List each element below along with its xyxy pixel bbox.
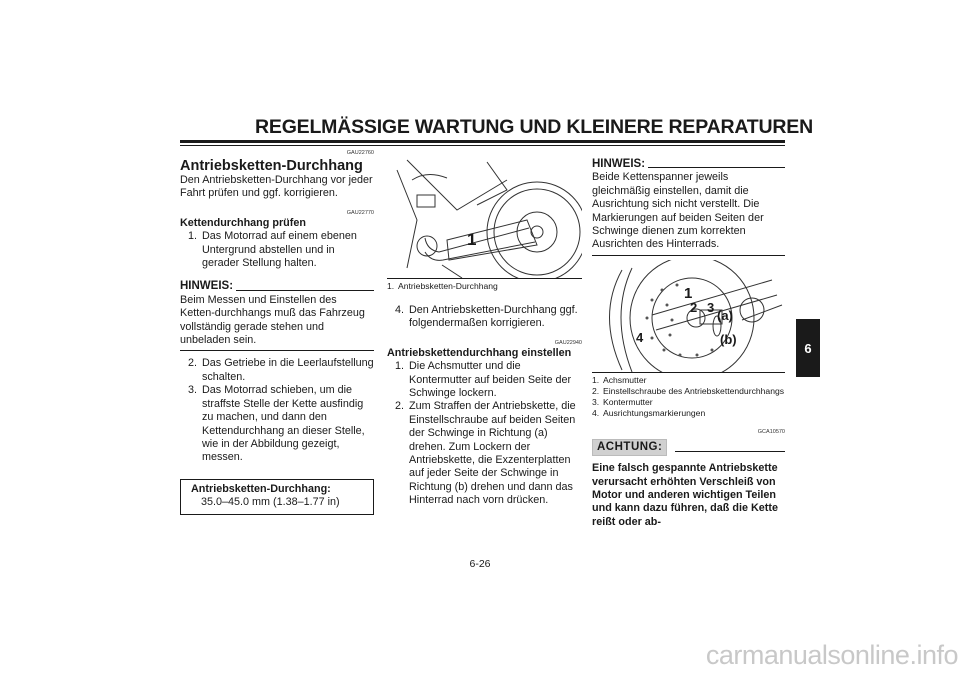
list-item: 1. Das Motorrad auf einem ebenen Untergrund abstellen und in gerader Stellung halten. [187, 230, 357, 270]
figure-chain-slack [387, 150, 582, 279]
column-left [180, 150, 374, 515]
figure-label-3: 3 [707, 299, 715, 315]
subsection-heading: Antriebskettendurchhang einstellen [387, 346, 572, 359]
page-title: REGELMÄSSIGE WARTUNG UND KLEINERE REPARATUREN [255, 116, 813, 138]
figure-label-1: 1 [684, 284, 693, 302]
note-text: Beide Kettenspanner jeweils gleichmäßig einstellen, damit die Ausrichtung sich nicht verstellt. Die Markierungen auf beiden Seiten der Schwinge dienen zum korrekten Ausrichten des Hinterrads. [592, 171, 764, 251]
watermark: carmanualsonline.info [705, 640, 958, 670]
chapter-tab[interactable]: 6 [796, 319, 820, 377]
caption-item: 1. Achsmutter [592, 374, 647, 385]
subsection-heading: Kettendurchhang prüfen [180, 216, 306, 229]
note-end-rule [592, 255, 785, 256]
note-rule [236, 290, 374, 291]
note-text: Beim Messen und Einstellen des Ketten-durchhangs muß das Fahrzeug vollständig gerade stehen und unbeladen sein. [180, 293, 365, 347]
section-code: GAU22770 [346, 209, 374, 216]
title-rule-thin [180, 145, 785, 146]
caption-item: 2. Einstellschraube des Antriebskettendurchhangs [592, 385, 785, 396]
figure-label-2: 2 [690, 299, 698, 315]
intro-text: Den Antriebsketten-Durchhang vor jeder Fahrt prüfen und ggf. korrigieren. [180, 174, 373, 200]
steps-list [387, 360, 582, 507]
list-item: 2. Zum Straffen der Antriebskette, die Einstellschraube auf beiden Seiten der Schwinge in Richtung (a) drehen. Zum Lockern der Antriebskette, die Exzenterplatten auf jeder Seite der Schwinge in Richtung (b) drehen und dann das Hinterrad nach vorn drücken. [394, 400, 576, 507]
wheel-adjuster-illustration [592, 260, 785, 372]
caution-header [592, 439, 785, 456]
caption-item: 3. Kontermutter [592, 396, 653, 407]
column-right [592, 150, 785, 529]
list-item: 3. Das Motorrad schieben, um die straffste Stelle der Kette ausfindig zu machen, und dann den Kettendurchhang an dieser Stelle, wie in der Abbildung gezeigt, messen. [187, 384, 365, 464]
steps-list [180, 230, 374, 270]
section-code: GAU22760 [346, 150, 374, 156]
list-item: 4. Den Antriebsketten-Durchhang ggf. folgendermaßen korrigieren. [394, 304, 578, 330]
section-code: GCA10570 [757, 428, 785, 435]
spec-value: 35.0–45.0 mm (1.38–1.77 in) [201, 496, 340, 509]
section-code: GAU22940 [554, 339, 582, 346]
figure-chain-adjuster [592, 260, 785, 373]
section-heading: Antriebsketten-Durchhang [180, 158, 363, 174]
steps-list [180, 357, 374, 464]
note-label: HINWEIS: [180, 280, 234, 293]
figure-caption [592, 375, 785, 419]
caption-item: 1. Antriebsketten-Durchhang [387, 281, 498, 291]
title-rule [180, 140, 785, 143]
list-item: 2. Das Getriebe in die Leerlaufstellung schalten. [187, 357, 374, 383]
caption-item: 4. Ausrichtungsmarkierungen [592, 407, 706, 418]
note-header [180, 280, 374, 293]
figure-label-4: 4 [636, 329, 644, 345]
caution-rule [675, 451, 785, 452]
note-header [592, 158, 785, 171]
figure-label-b: (b) [720, 331, 737, 347]
steps-list [387, 304, 582, 331]
list-item: 1. Die Achsmutter und die Kontermutter auf beiden Seite der Schwinge lockern. [394, 360, 572, 400]
figure-callout: 1 [467, 230, 477, 249]
note-end-rule [180, 350, 374, 351]
note-rule [648, 167, 785, 168]
figure-label-a: (a) [717, 307, 733, 323]
figure-caption [387, 281, 582, 292]
motorcycle-rear-illustration [387, 150, 582, 278]
caution-text: Eine falsch gespannte Antriebskette verursacht erhöhten Verschleiß von Motor und anderen wichtigen Teilen und kann dazu führen, daß die Kette reißt oder ab- [592, 462, 778, 528]
note-label: HINWEIS: [592, 158, 646, 170]
spec-label: Antriebsketten-Durchhang: [191, 482, 331, 495]
caution-label: ACHTUNG: [592, 439, 667, 456]
spec-box [180, 479, 374, 515]
column-middle [387, 150, 582, 508]
page-number: 6-26 [469, 558, 491, 570]
